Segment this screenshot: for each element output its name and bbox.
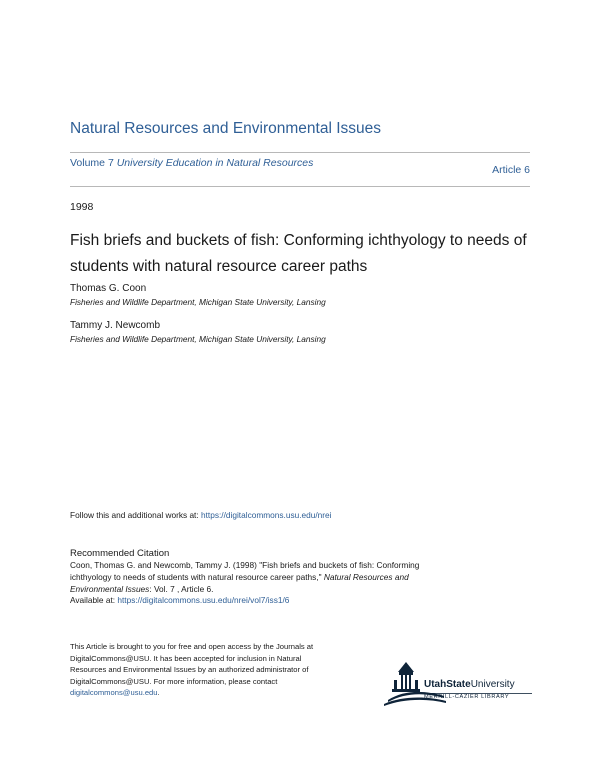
volume-label: Volume 7 xyxy=(70,157,114,169)
citation-journal: Natural Resources and xyxy=(323,571,409,582)
citation-line xyxy=(70,572,530,584)
citation-heading: Recommended Citation xyxy=(70,548,170,559)
author-name: Tammy J. Newcomb xyxy=(70,320,161,331)
citation-line: Coon, Thomas G. and Newcomb, Tammy J. (1998) "Fish briefs and buckets of fish: Conforming xyxy=(70,560,420,570)
citation-text: ichthyology to needs of students with natural resource career paths," xyxy=(70,571,324,582)
citation-journal: Environmental Issues xyxy=(70,583,150,594)
divider-bottom xyxy=(70,186,530,187)
paper-title: Fish briefs and buckets of fish: Conforming ichthyology to needs of students with natural resource career paths xyxy=(70,232,527,275)
follow-text: Follow this and additional works at: xyxy=(70,510,201,520)
follow-line xyxy=(70,510,332,520)
access-notice xyxy=(70,641,320,699)
citation-body xyxy=(70,560,530,607)
author-affiliation: Fisheries and Wildlife Department, Michigan State University, Lansing xyxy=(70,334,326,344)
logo-wordmark xyxy=(424,679,515,690)
citation-link[interactable]: https://digitalcommons.usu.edu/nrei/vol7/iss1/6 xyxy=(117,595,290,606)
author-name: Thomas G. Coon xyxy=(70,283,147,294)
article-number[interactable]: Article 6 xyxy=(492,164,530,176)
citation-line xyxy=(70,584,530,596)
contact-email-link[interactable]: digitalcommons@usu.edu xyxy=(70,688,158,697)
volume-title: University Education in Natural Resources xyxy=(116,157,314,169)
notice-text: This Article is brought to you for free and open access by the Journals at DigitalCommons@USU. It has been accepted for inclusion in Natural Resources and Environmental Issues by an authorized administrator of DigitalCommons@USU. For more information, please contact xyxy=(70,642,314,686)
logo-regular: University xyxy=(470,679,515,690)
notice-end: . xyxy=(157,688,160,697)
available-label: Available at: xyxy=(70,595,118,606)
divider-top xyxy=(70,152,530,153)
logo-bold: UtahState xyxy=(424,679,471,690)
volume-info[interactable] xyxy=(70,157,330,169)
citation-volume: : Vol. 7 , Article 6. xyxy=(149,583,214,594)
author-affiliation: Fisheries and Wildlife Department, Michigan State University, Lansing xyxy=(70,297,326,307)
journal-title[interactable]: Natural Resources and Environmental Issues xyxy=(70,120,382,137)
logo-subtitle: MERRILL-CAZIER LIBRARY xyxy=(424,694,510,700)
follow-link[interactable]: https://digitalcommons.usu.edu/nrei xyxy=(200,510,332,520)
publication-year: 1998 xyxy=(70,201,94,213)
citation-line xyxy=(70,595,530,607)
